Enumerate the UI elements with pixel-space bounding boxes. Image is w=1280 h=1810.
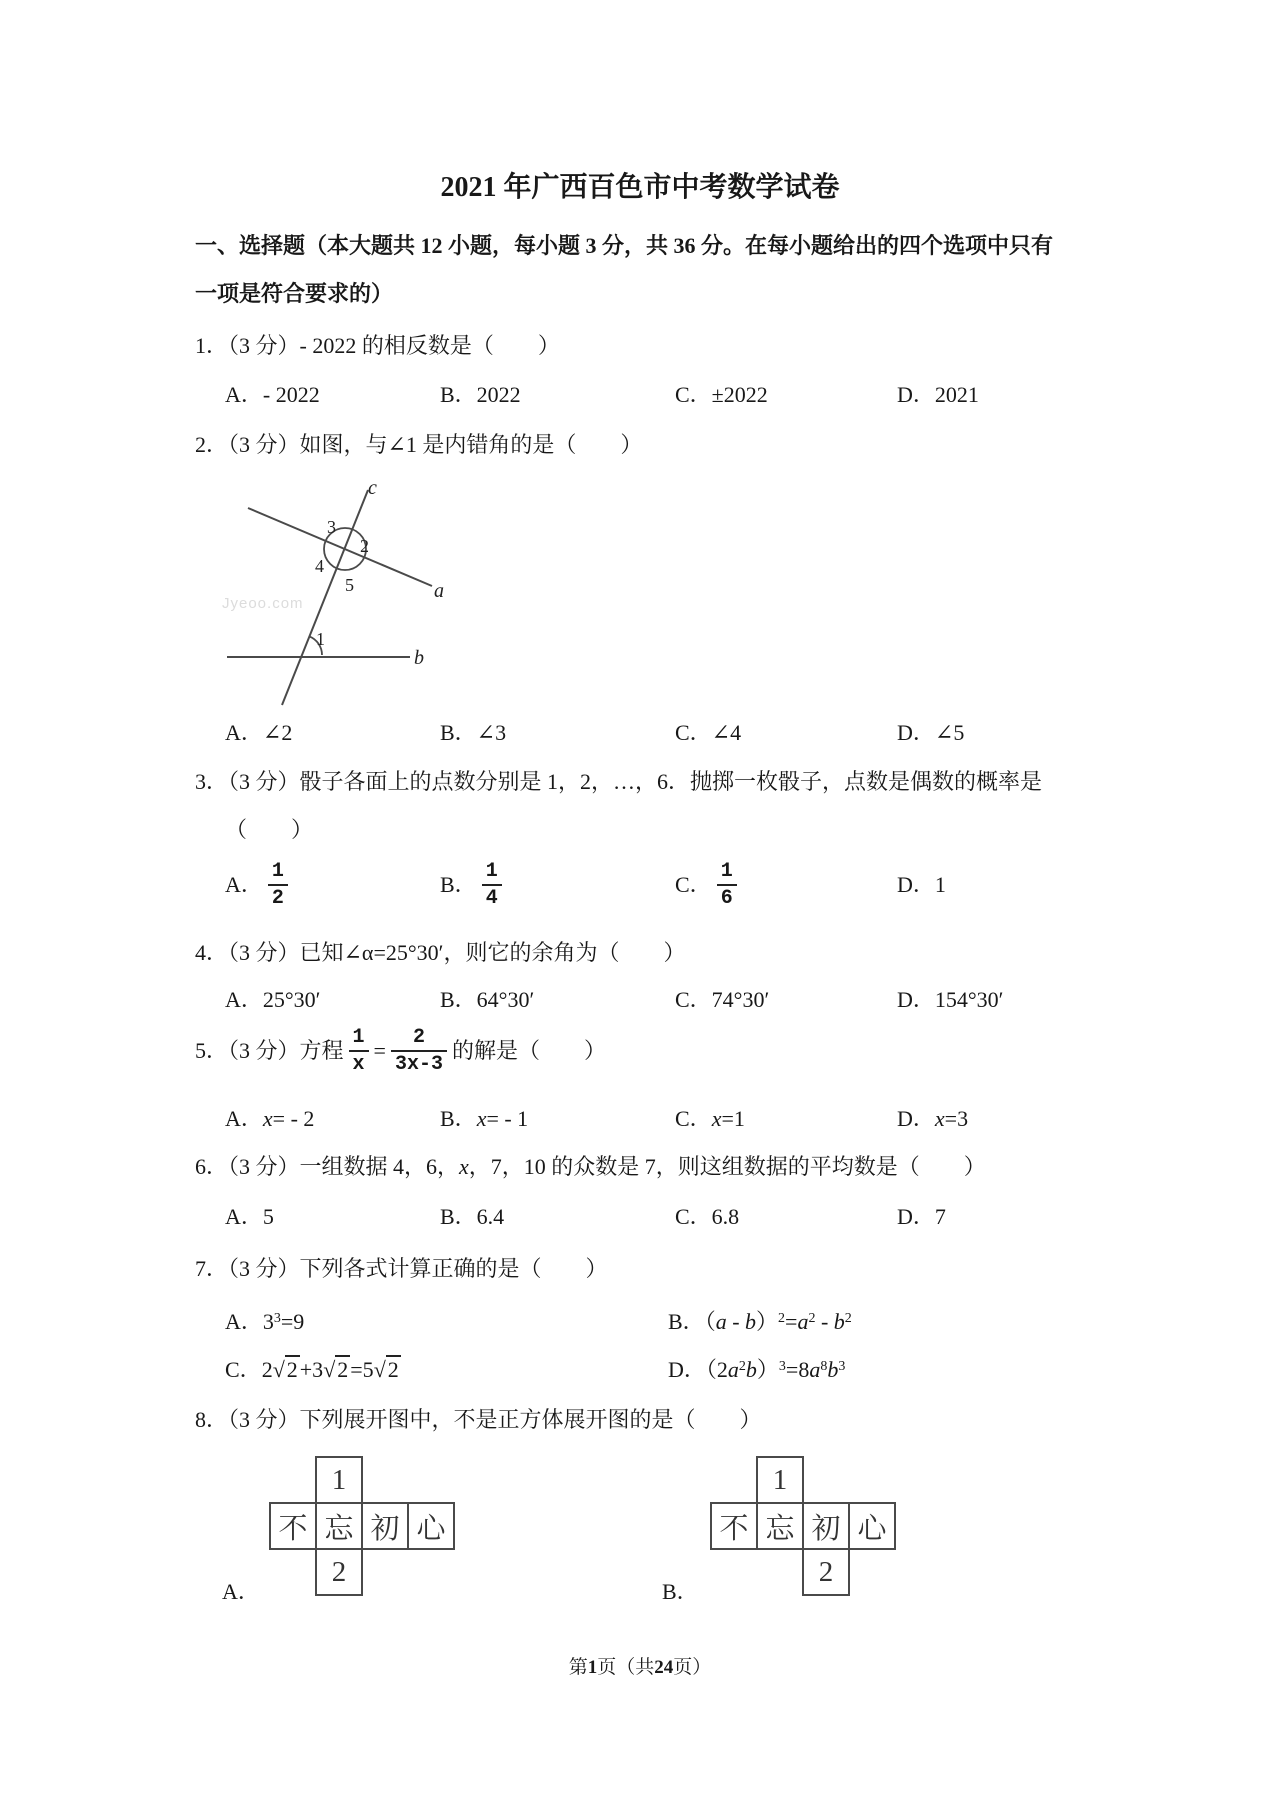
- radicand: 2: [286, 1357, 298, 1382]
- fraction-numerator: 1: [349, 1025, 369, 1052]
- option-label: B．: [440, 1106, 477, 1131]
- question-2-text: 2．（3 分）如图，与∠1 是内错角的是（ ）: [195, 432, 643, 457]
- fraction-denominator: 4: [485, 887, 498, 910]
- radicand: 2: [337, 1357, 349, 1382]
- label-line-b: b: [414, 647, 424, 669]
- question-6-option-b: B．6.4: [440, 1204, 505, 1229]
- fraction-numerator: 1: [717, 859, 737, 886]
- question-5-option-c: [675, 1105, 745, 1133]
- footer-total-pages: 24: [654, 1657, 674, 1678]
- question-2-option-d: D．∠5: [897, 720, 965, 745]
- exponent: 2: [778, 1311, 786, 1326]
- question-6-option-d: D．7: [897, 1204, 946, 1229]
- footer-text: 页（共: [597, 1657, 655, 1678]
- exponent: 3: [273, 1311, 281, 1326]
- equals-sign: =: [373, 1038, 386, 1063]
- label-line-a: a: [434, 580, 444, 602]
- label-angle-3: 3: [327, 517, 336, 537]
- net-b-cell-4: 心: [848, 1502, 896, 1550]
- question-5-option-d: [897, 1105, 968, 1133]
- option-label: A．: [225, 1309, 263, 1334]
- label-angle-5: 5: [345, 575, 354, 595]
- exponent: 3: [838, 1359, 846, 1374]
- label-angle-1: 1: [316, 629, 325, 649]
- question-3-option-d: [897, 853, 946, 917]
- question-6-text: [195, 1153, 986, 1181]
- fraction: [717, 859, 737, 911]
- option-value: = - 2: [272, 1106, 315, 1131]
- footer-text: 页）: [673, 1657, 712, 1678]
- question-8-option-b-label: B．: [662, 1579, 699, 1604]
- option-value: =3: [944, 1106, 969, 1131]
- question-7-option-d: D．$(2a^2b)^3=8a^8b^3$: [668, 1357, 846, 1382]
- variable: a: [809, 1357, 821, 1382]
- question-8-option-a-label: A．: [222, 1579, 260, 1604]
- label-angle-4: 4: [315, 556, 324, 576]
- variable: x: [934, 1106, 945, 1131]
- exponent: 2: [808, 1311, 816, 1326]
- net-a-cell-top: 1: [315, 1456, 363, 1504]
- option-label: D．: [668, 1357, 706, 1382]
- footer-page-number: 1: [587, 1657, 598, 1678]
- page-footer: [0, 1656, 1280, 1680]
- radicand: 2: [387, 1357, 399, 1382]
- question-2-option-a: A．∠2: [225, 720, 293, 745]
- variable: b: [745, 1309, 757, 1334]
- variable: a: [715, 1309, 727, 1334]
- question-7-option-b: B．$(a - b)^2=a^2 - b^2$: [668, 1309, 852, 1334]
- footer-text: 第: [568, 1657, 588, 1678]
- question-8-text: 8．（3 分）下列展开图中，不是正方体展开图的是（ ）: [195, 1407, 762, 1432]
- q6-text-prefix: 6．（3 分）一组数据 4，6，: [195, 1154, 460, 1179]
- section-header-line-2: 一项是符合要求的）: [195, 281, 394, 306]
- fraction-denominator: 6: [720, 887, 733, 910]
- fraction: [482, 859, 502, 911]
- net-a-cell-3: 初: [361, 1502, 409, 1550]
- fraction-right: [391, 1025, 447, 1077]
- line-c: [282, 490, 368, 705]
- question-2-option-c: C．∠4: [675, 720, 742, 745]
- question-5-option-b: [440, 1105, 528, 1133]
- question-6-option-c: C．6.8: [675, 1204, 740, 1229]
- question-4-option-b: B．64°30′: [440, 987, 535, 1012]
- page-title: 2021 年广西百色市中考数学试卷: [440, 172, 840, 203]
- fraction-numerator: 1: [268, 859, 288, 886]
- variable: x: [459, 1154, 469, 1179]
- option-label: C．: [675, 872, 712, 897]
- question-1-option-c: C．±2022: [675, 382, 768, 407]
- label-angle-2: 2: [360, 536, 369, 556]
- net-b-cell-2: 忘: [756, 1502, 804, 1550]
- question-3-text-line-2: （ ）: [225, 817, 314, 842]
- question-1-text: 1．（3 分）- 2022 的相反数是（ ）: [195, 333, 560, 358]
- exponent: 2: [844, 1311, 852, 1326]
- option-value: = - 1: [486, 1106, 529, 1131]
- question-4-option-c: C．74°30′: [675, 987, 770, 1012]
- option-value: =1: [721, 1106, 745, 1131]
- variable: x: [262, 1106, 273, 1131]
- question-7-option-a: A．$3^3=9$: [225, 1309, 305, 1334]
- option-label: D．: [897, 1106, 935, 1131]
- variable: b: [745, 1357, 757, 1382]
- variable: x: [476, 1106, 487, 1131]
- question-3-text-line-1: 3．（3 分）骰子各面上的点数分别是 1，2，…，6．抛掷一枚骰子，点数是偶数的概率是: [195, 769, 1043, 794]
- section-header-line-1: 一、选择题（本大题共 12 小题，每小题 3 分，共 36 分。在每小题给出的四个选项中只有: [195, 233, 1054, 258]
- net-b-cell-bottom: 2: [802, 1548, 850, 1596]
- question-1-option-d: D．2021: [897, 382, 979, 407]
- question-6-option-a: A．5: [225, 1204, 274, 1229]
- net-a-cell-1: 不: [269, 1502, 317, 1550]
- option-label: D．: [897, 872, 935, 897]
- option-label: A．: [225, 1106, 263, 1131]
- variable: a: [727, 1357, 739, 1382]
- exponent: 2: [738, 1359, 746, 1374]
- net-b-cell-top: 1: [756, 1456, 804, 1504]
- fraction-left: [349, 1025, 369, 1077]
- question-2-option-b: B．∠3: [440, 720, 507, 745]
- fraction-numerator: 2: [391, 1025, 447, 1052]
- question-7-text: 7．（3 分）下列各式计算正确的是（ ）: [195, 1256, 608, 1281]
- radical-sign: √: [323, 1357, 336, 1382]
- q6-text-suffix: ，7，10 的众数是 7，则这组数据的平均数是（ ）: [468, 1154, 986, 1179]
- exponent: 8: [820, 1359, 828, 1374]
- question-3-option-b: [440, 853, 507, 917]
- net-a-cell-2: 忘: [315, 1502, 363, 1550]
- variable: b: [827, 1357, 839, 1382]
- question-4-text: 4．（3 分）已知∠α=25°30′，则它的余角为（ ）: [195, 940, 686, 965]
- question-1-option-b: B．2022: [440, 382, 521, 407]
- q2-figure: [190, 470, 460, 715]
- fraction-denominator: 3x-3: [394, 1053, 443, 1076]
- exponent: 3: [778, 1359, 786, 1374]
- fraction-numerator: 1: [482, 859, 502, 886]
- question-3-option-a: [225, 853, 293, 917]
- net-a-cell-bottom: 2: [315, 1548, 363, 1596]
- question-1-option-a: A．- 2022: [225, 382, 320, 407]
- net-b-cell-1: 不: [710, 1502, 758, 1550]
- radical-sign: √: [373, 1357, 386, 1382]
- option-label: C．: [225, 1357, 262, 1382]
- q5-text-suffix: 的解是（ ）: [451, 1038, 606, 1063]
- question-7-option-c: C．2√2+3√2=5√2: [225, 1357, 399, 1382]
- fraction: [268, 859, 288, 911]
- question-5-text: [195, 1019, 606, 1083]
- question-4-option-a: A．25°30′: [225, 987, 321, 1012]
- fraction-denominator: x: [352, 1053, 365, 1076]
- option-value: 1: [934, 872, 946, 897]
- net-b-cell-3: 初: [802, 1502, 850, 1550]
- question-5-option-a: [225, 1105, 314, 1133]
- fraction-denominator: 2: [271, 887, 284, 910]
- variable: a: [797, 1309, 809, 1334]
- option-label: C．: [675, 1106, 712, 1131]
- question-4-option-d: D．154°30′: [897, 987, 1004, 1012]
- watermark: Jyeoo.com: [222, 595, 304, 612]
- question-3-option-c: [675, 853, 742, 917]
- variable: x: [711, 1106, 722, 1131]
- label-line-c: c: [368, 477, 377, 499]
- option-label: A．: [225, 872, 263, 897]
- line-a: [248, 508, 432, 586]
- option-label: B．: [668, 1309, 705, 1334]
- net-a-cell-4: 心: [407, 1502, 455, 1550]
- radical-sign: √: [272, 1357, 285, 1382]
- option-label: B．: [440, 872, 477, 897]
- q5-text-prefix: 5．（3 分）方程: [195, 1038, 344, 1063]
- variable: b: [833, 1309, 845, 1334]
